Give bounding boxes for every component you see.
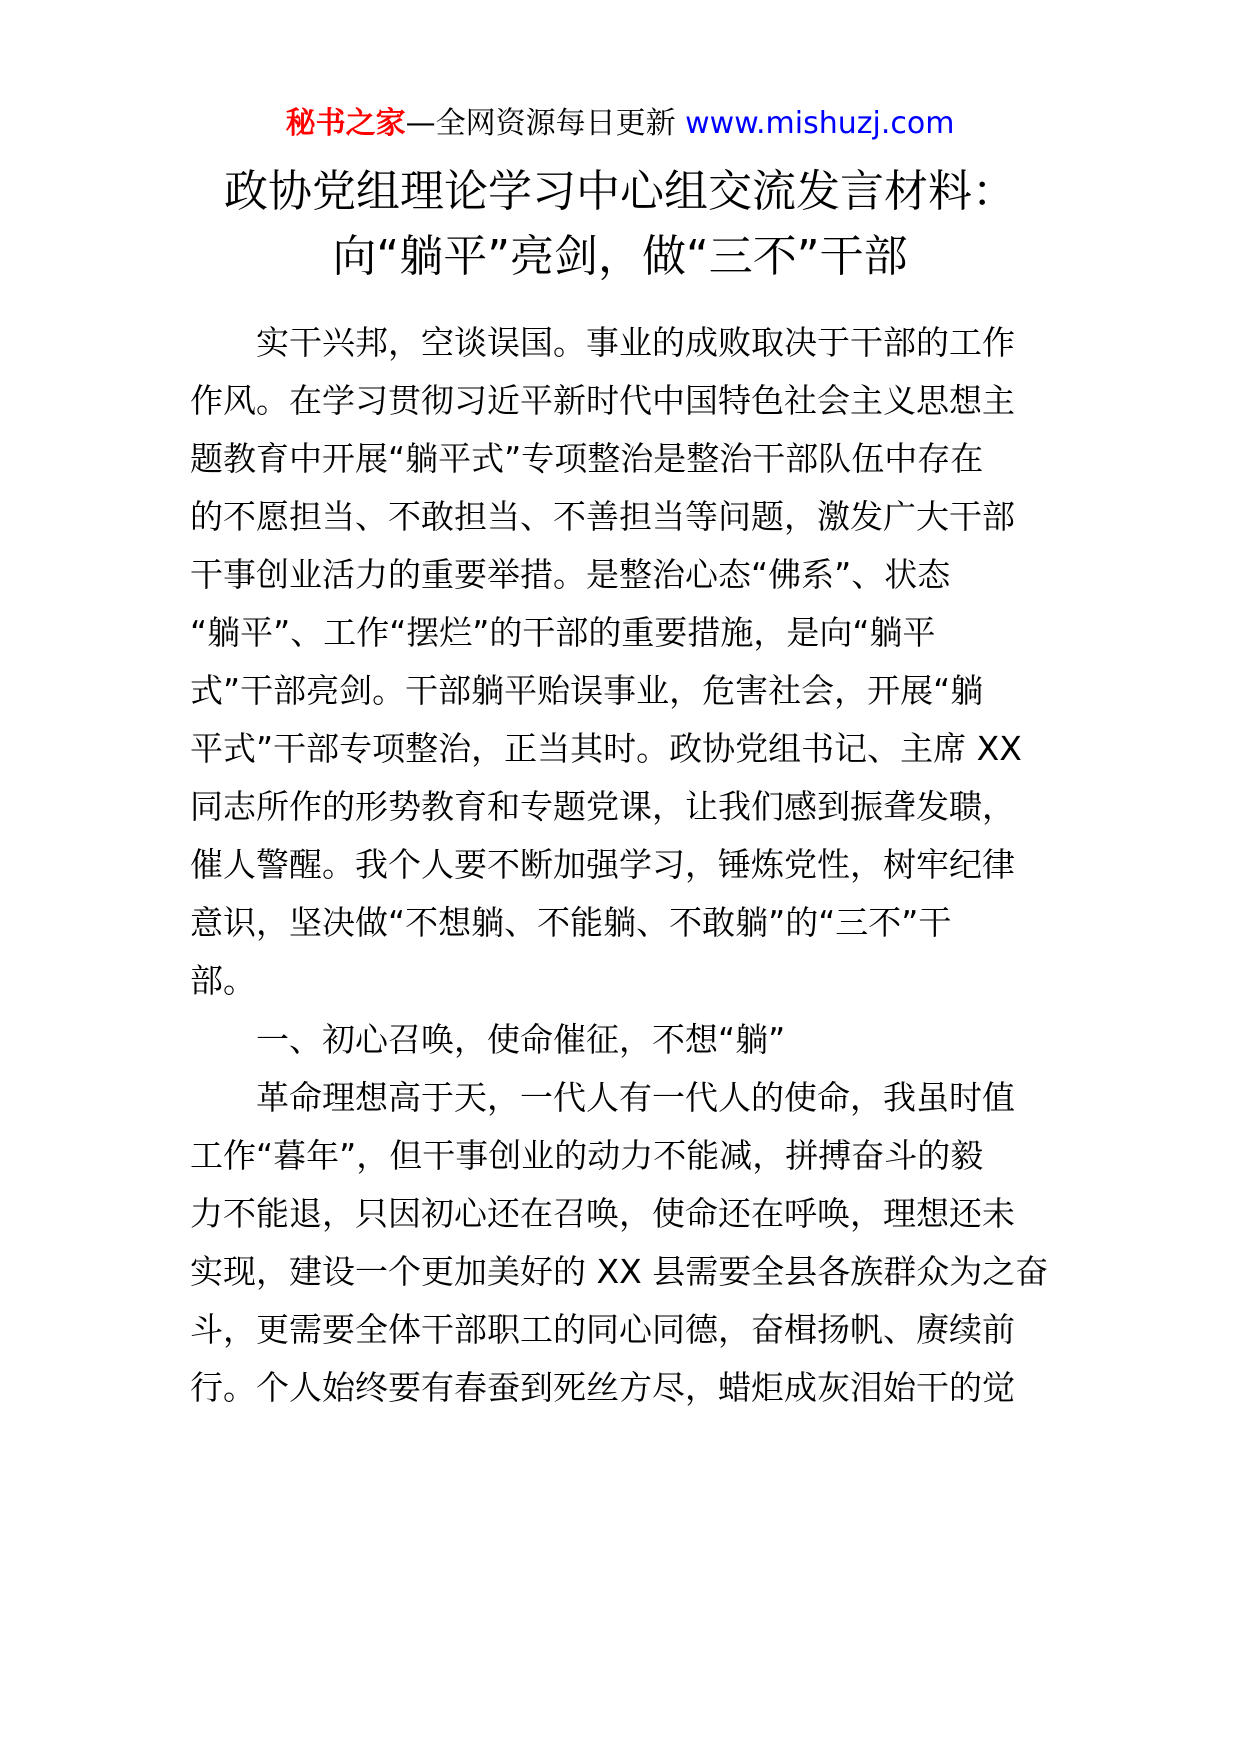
text-line: 革命理想高于天，一代人有一代人的使命，我虽时值 bbox=[190, 1078, 1015, 1117]
text-line: 题教育中开展“躺平式”专项整治是整治干部队伍中存在 bbox=[190, 439, 984, 478]
text-line: “躺平”、工作“摆烂”的干部的重要措施，是向“躺平 bbox=[190, 613, 936, 652]
site-header bbox=[0, 104, 1240, 144]
text-line: 式”干部亮剑。干部躺平贻误事业，危害社会，开展“躺 bbox=[190, 671, 984, 710]
text-line: 实干兴邦，空谈误国。事业的成败取决于干部的工作 bbox=[190, 323, 1015, 362]
text-line: 实现，建设一个更加美好的 XX 县需要全县各族群众为之奋 bbox=[190, 1252, 1049, 1291]
text-line: 力不能退，只因初心还在召唤，使命还在呼唤，理想还未 bbox=[190, 1194, 1015, 1233]
text-line: 干事创业活力的重要举措。是整治心态“佛系”、状态 bbox=[190, 555, 951, 594]
document-title-line-1: 政协党组理论学习中心组交流发言材料： bbox=[224, 166, 1016, 217]
brand-name: 秘书之家 bbox=[285, 106, 406, 141]
site-url-link[interactable]: www.mishuzj.com bbox=[685, 106, 955, 141]
text-line: 催人警醒。我个人要不断加强学习，锤炼党性，树牢纪律 bbox=[190, 845, 1015, 884]
text-line: 行。个人始终要有春蚕到死丝方尽，蜡炬成灰泪始干的觉 bbox=[190, 1368, 1015, 1407]
document-title-line-2: 向“躺平”亮剑，做“三不”干部 bbox=[332, 231, 908, 282]
section-heading: 一、初心召唤，使命催征，不想“躺” bbox=[190, 1020, 786, 1059]
text-line: 的不愿担当、不敢担当、不善担当等问题，激发广大干部 bbox=[190, 497, 1015, 536]
text-line: 平式”干部专项整治，正当其时。政协党组书记、主席 XX bbox=[190, 729, 1022, 768]
slogan: —全网资源每日更新 bbox=[405, 106, 686, 141]
text-line: 部。 bbox=[190, 961, 256, 1000]
text-line: 作风。在学习贯彻习近平新时代中国特色社会主义思想主 bbox=[190, 381, 1015, 420]
text-line: 意识，坚决做“不想躺、不能躺、不敢躺”的“三不”干 bbox=[190, 903, 952, 942]
text-line: 工作“暮年”，但干事创业的动力不能减，拼搏奋斗的毅 bbox=[190, 1136, 984, 1175]
text-line: 同志所作的形势教育和专题党课，让我们感到振聋发聩， bbox=[190, 787, 1015, 826]
text-line: 斗，更需要全体干部职工的同心同德，奋楫扬帆、赓续前 bbox=[190, 1310, 1015, 1349]
